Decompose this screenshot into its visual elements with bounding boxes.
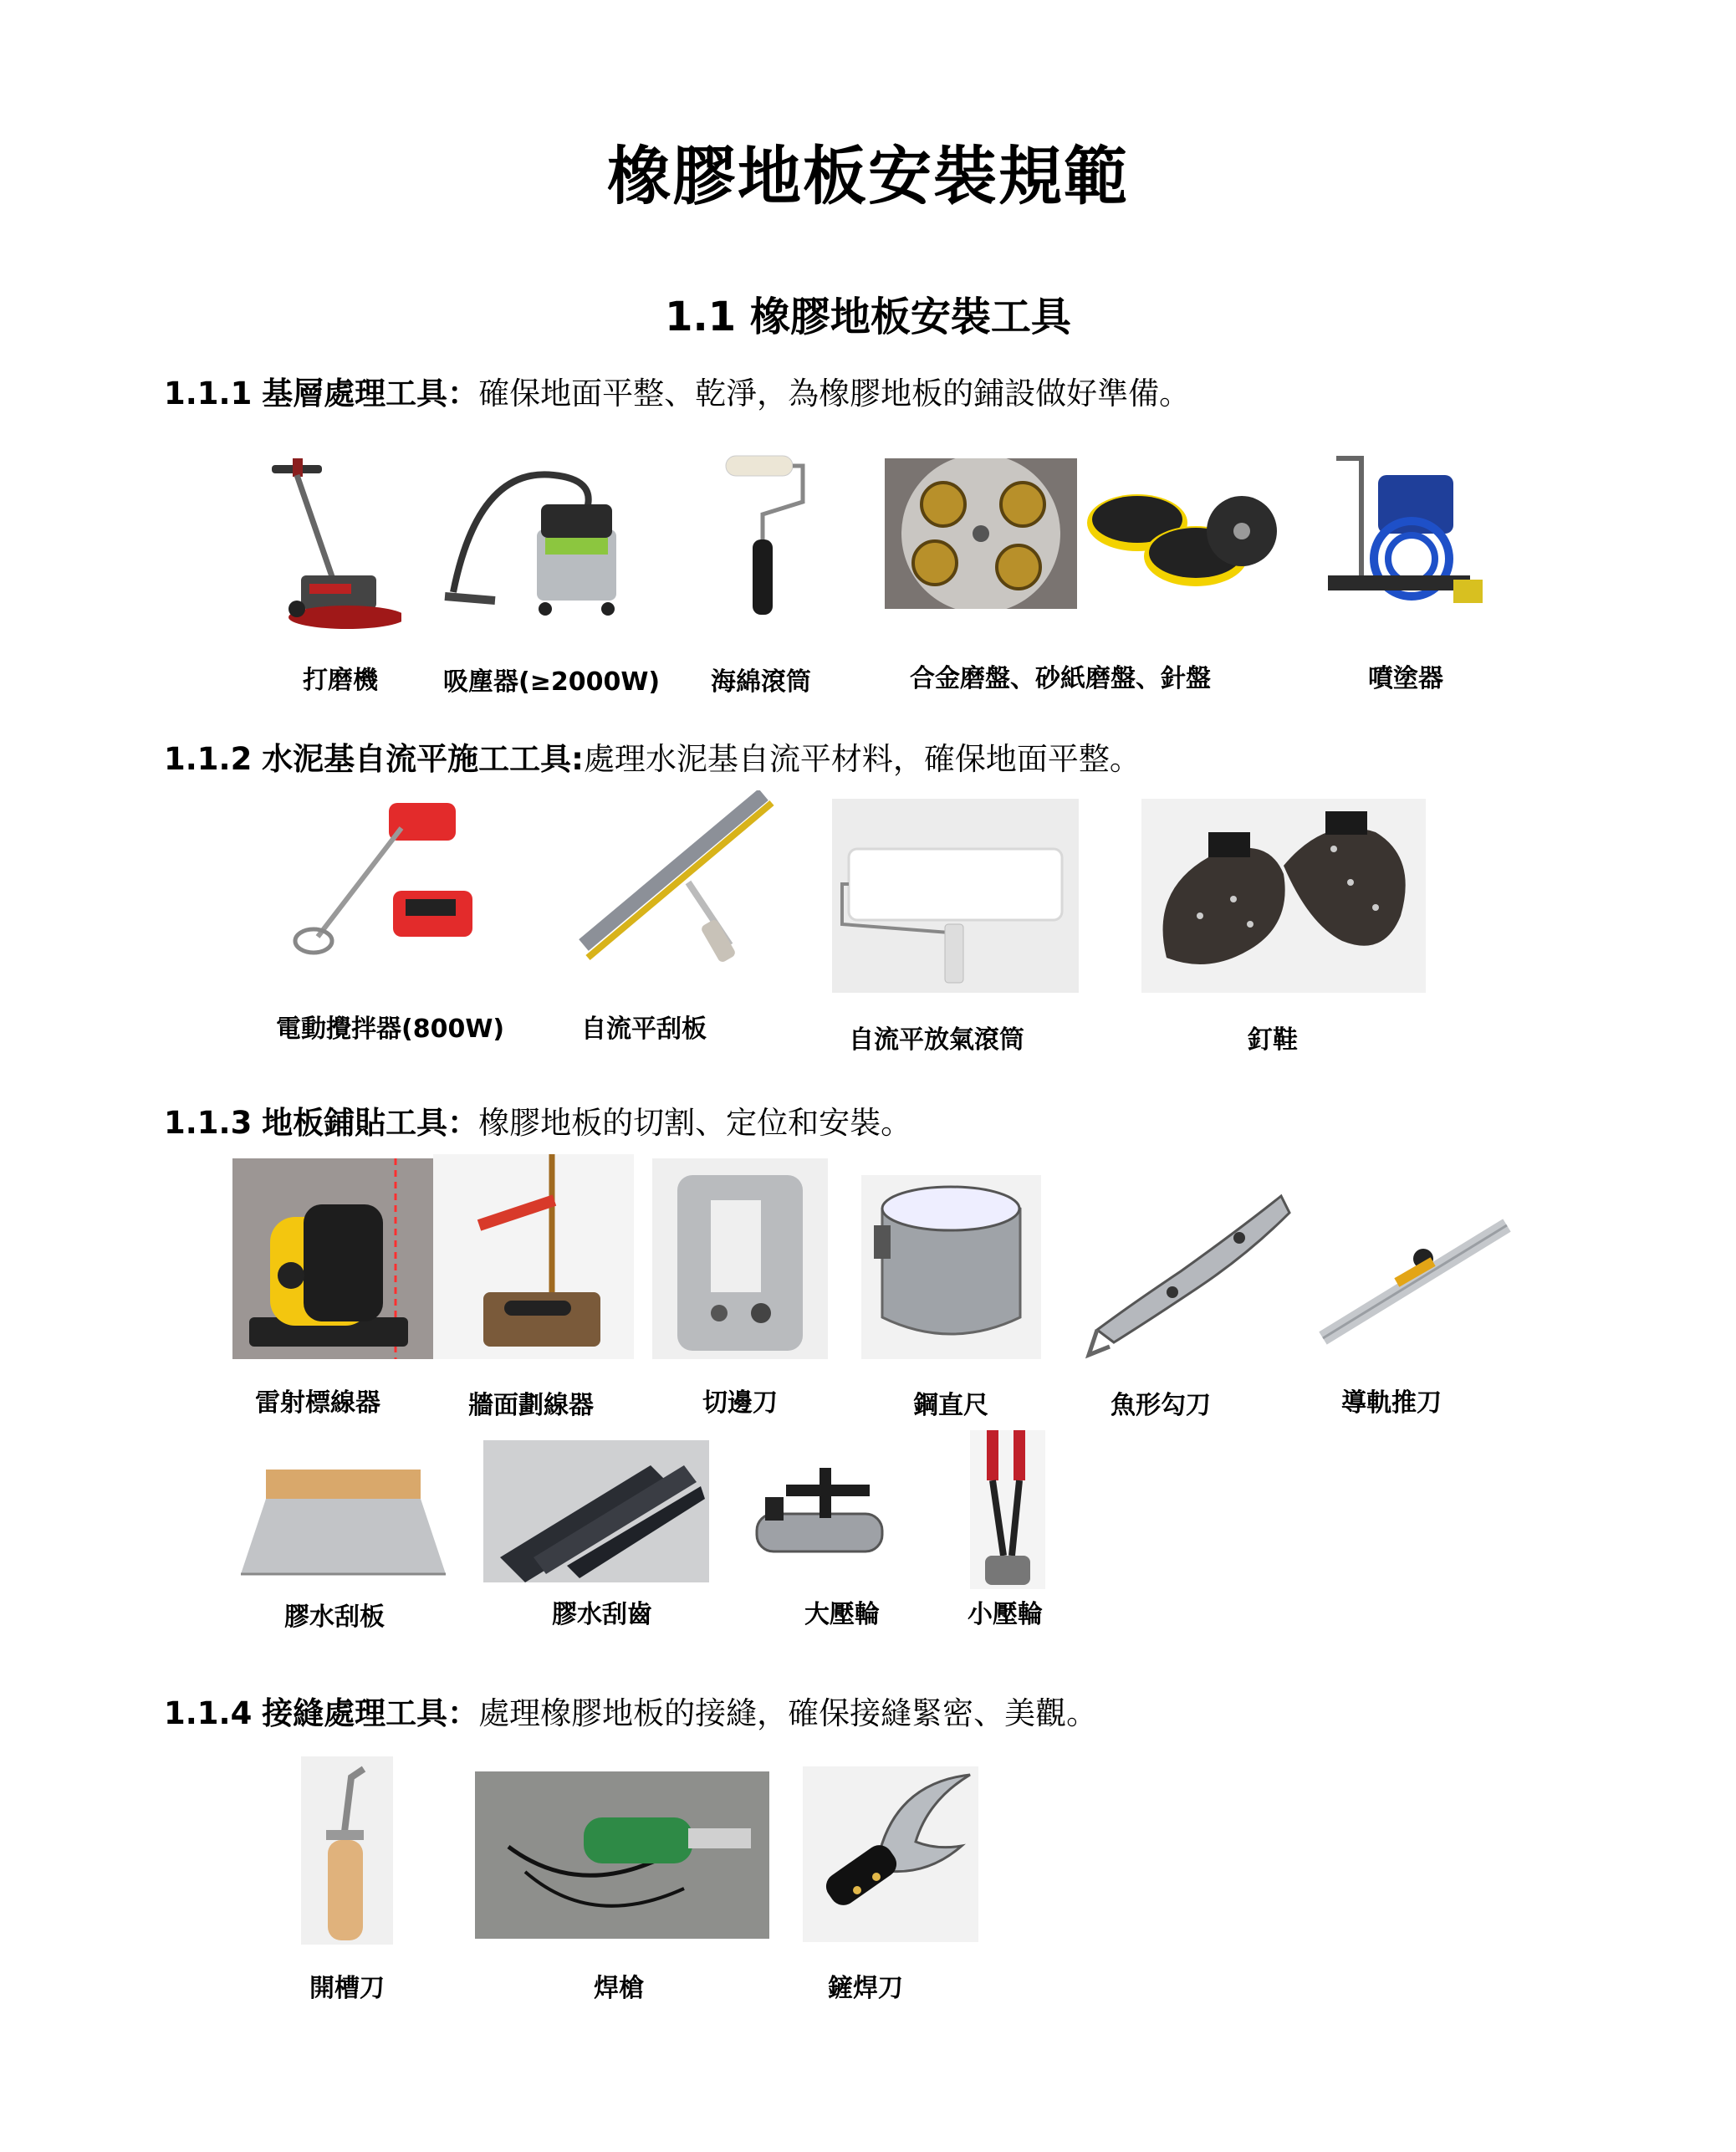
subsection-3-heading	[164, 1097, 911, 1142]
glue-notched-blade-image	[483, 1440, 709, 1582]
grooving-knife-image	[301, 1756, 393, 1945]
tool-caption: 打磨機	[303, 666, 378, 695]
tool-caption: 雷射標線器	[255, 1388, 380, 1418]
subsection-3-separator: ：	[447, 1105, 479, 1141]
steel-ruler-ring-image	[861, 1175, 1041, 1359]
welding-gun-image	[475, 1771, 769, 1939]
tool-caption: 鋼直尺	[913, 1391, 988, 1420]
section-title: 1.1 橡膠地板安裝工具	[665, 294, 1071, 340]
tool-caption: 開槽刀	[309, 1974, 385, 2003]
self-leveling-squeegee-image	[575, 790, 780, 974]
tool-caption: 切邊刀	[702, 1388, 778, 1418]
tool-caption: 導軌推刀	[1341, 1388, 1442, 1418]
tool-caption: 吸塵器(≥2000W)	[443, 667, 661, 697]
subsection-4-number: 1.1.4	[164, 1695, 253, 1731]
subsection-3-description: 橡膠地板的切割、定位和安裝。	[478, 1105, 912, 1141]
floor-grinder-image	[255, 458, 401, 638]
subsection-1-description: 確保地面平整、乾淨，為橡膠地板的鋪設做好準備。	[478, 376, 1191, 411]
tool-caption: 大壓輪	[804, 1600, 880, 1629]
tool-caption: 電動攪拌器(800W)	[276, 1015, 505, 1044]
document-title: 橡膠地板安裝規範	[607, 139, 1129, 213]
tool-caption: 自流平放氣滾筒	[849, 1025, 1024, 1055]
small-roller-image	[970, 1430, 1045, 1589]
alloy-grinding-disc-image	[885, 458, 1077, 609]
tool-caption: 合金磨盤、砂紙磨盤、針盤	[910, 664, 1211, 693]
tool-caption: 鏟焊刀	[828, 1974, 903, 2003]
tool-caption: 焊槍	[594, 1974, 644, 2003]
sprayer-image	[1311, 450, 1508, 617]
subsection-1-number: 1.1.1	[164, 376, 253, 411]
tool-caption: 牆面劃線器	[468, 1391, 594, 1420]
sandpaper-disc-image	[1079, 473, 1279, 598]
subsection-1-heading	[164, 368, 1190, 413]
spiked-roller-image	[832, 799, 1079, 993]
tool-caption: 自流平刮板	[581, 1015, 707, 1044]
large-roller-image	[753, 1468, 891, 1572]
glue-spreader-image	[237, 1465, 450, 1578]
edge-trimmer-image	[652, 1158, 828, 1359]
electric-mixer-image	[284, 795, 489, 962]
rail-cutter-image	[1315, 1183, 1515, 1351]
subsection-2-title: 水泥基自流平施工工具	[262, 741, 572, 777]
subsection-1-title: 基層處理工具	[262, 376, 448, 411]
vacuum-cleaner-image	[428, 450, 625, 617]
sponge-roller-image	[719, 452, 811, 619]
tool-caption: 小壓輪	[968, 1600, 1043, 1629]
subsection-4-description: 處理橡膠地板的接縫，確保接縫緊密、美觀。	[478, 1695, 1098, 1731]
wall-scriber-image	[433, 1154, 634, 1359]
subsection-4-separator: ：	[447, 1695, 479, 1731]
subsection-2-heading	[164, 734, 1141, 779]
subsection-3-title: 地板鋪貼工具	[262, 1105, 448, 1141]
subsection-4-title: 接縫處理工具	[262, 1695, 448, 1731]
subsection-4-heading	[164, 1688, 1097, 1733]
tool-caption: 膠水刮齒	[552, 1600, 652, 1629]
laser-level-image	[232, 1158, 433, 1359]
subsection-2-number: 1.1.2	[164, 741, 253, 777]
tool-caption: 噴塗器	[1368, 664, 1443, 693]
trimming-knife-image	[803, 1766, 978, 1942]
tool-caption: 膠水刮板	[284, 1602, 385, 1632]
tool-caption: 魚形勾刀	[1111, 1391, 1211, 1420]
subsection-3-number: 1.1.3	[164, 1105, 253, 1141]
tool-caption: 釘鞋	[1248, 1025, 1298, 1055]
subsection-2-separator: :	[571, 741, 584, 777]
hook-knife-image	[1080, 1179, 1298, 1363]
subsection-2-description: 處理水泥基自流平材料，確保地面平整。	[583, 741, 1141, 777]
tool-caption: 海綿滾筒	[711, 667, 811, 697]
spiked-shoes-image	[1141, 799, 1426, 993]
subsection-1-separator: ：	[447, 376, 479, 411]
